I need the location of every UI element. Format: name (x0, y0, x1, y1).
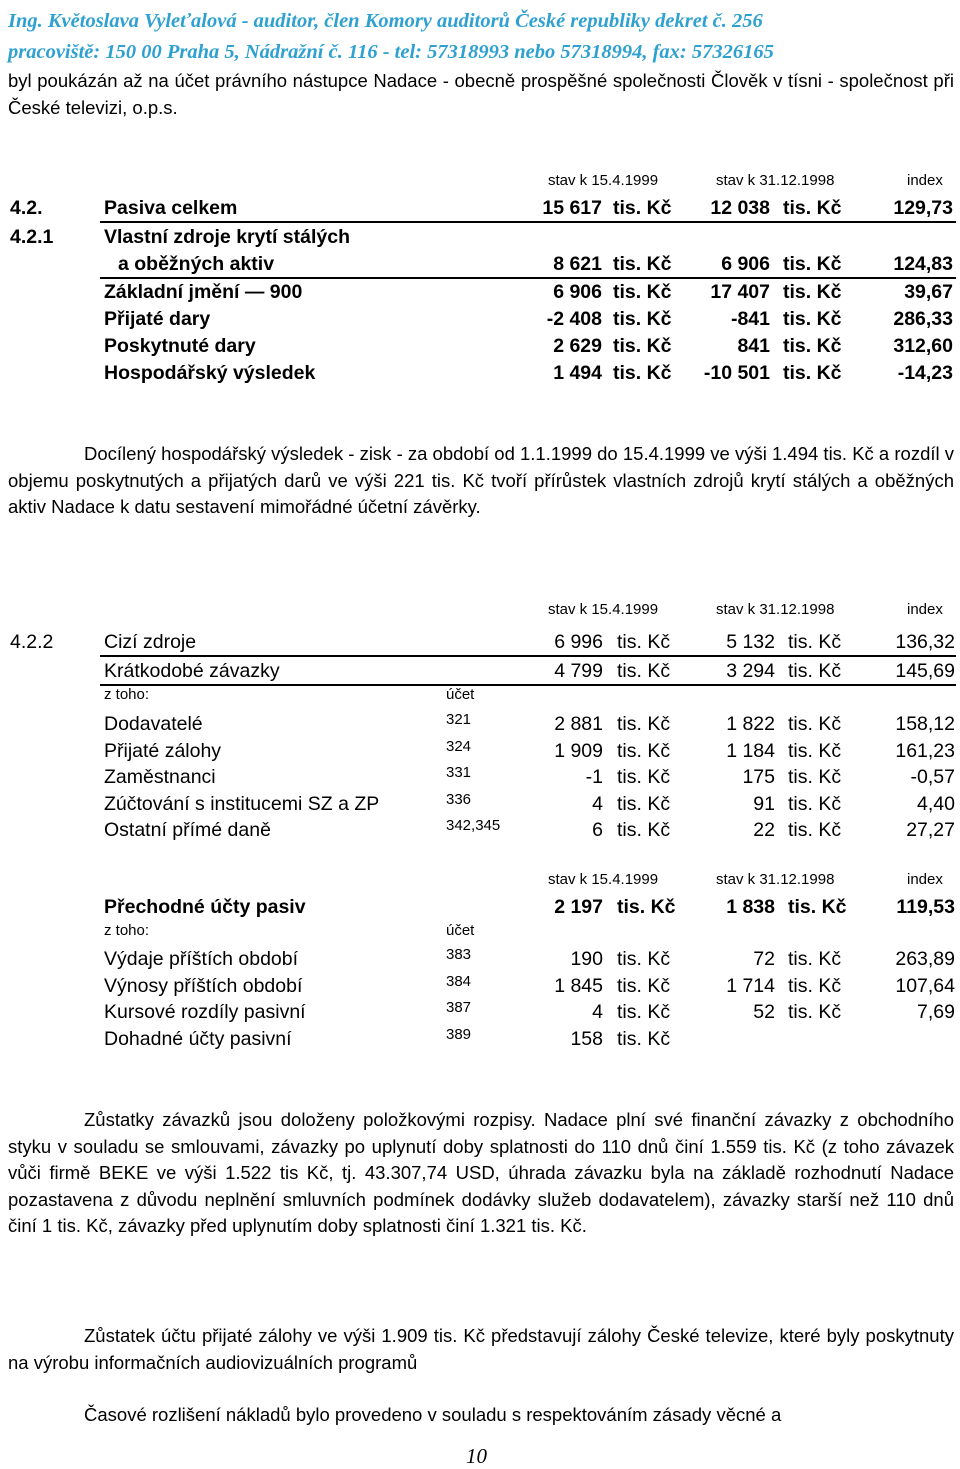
sec1-unit-1: tis. Kč (613, 197, 672, 219)
sec3-row-value-1: 1 845 (554, 974, 603, 997)
sec2-row-unit-1: tis. Kč (617, 713, 671, 735)
sec2-row-account: 321 (446, 711, 472, 728)
sec1-row-label: Přijaté dary (104, 308, 211, 330)
sec3-row-unit-2: tis. Kč (788, 948, 842, 970)
sec1-sub-number: 4.2.1 (10, 226, 54, 248)
sec2-row-value-2: 22 (753, 819, 775, 841)
sec2-row-label: Přijaté zálohy (104, 739, 222, 762)
paragraph-advances: Zůstatek účtu přijaté zálohy ve výši 1.909 tis. Kč představují zálohy České televize, které byly poskytnuty na výrobu informačních audiovizuálních programů (8, 1325, 954, 1373)
sec2-rule (100, 655, 956, 657)
sec1-row-index: 39,67 (904, 281, 953, 303)
sec3-row-value-1: 190 (570, 948, 603, 970)
sec2-row-index: -0,57 (910, 766, 955, 788)
sec1-rule (100, 221, 956, 223)
sec1-row-value-2: -841 (730, 308, 770, 330)
sec2-row-value-2: 175 (742, 766, 775, 788)
header-line-1: Ing. Květoslava Vyleťalová - auditor, člen Komory auditorů České republiky dekret č. 256 (8, 10, 763, 32)
sec2-row-unit-2: tis. Kč (788, 739, 842, 762)
sec1-sub-title-1: Vlastní zdroje krytí stálých (104, 226, 351, 248)
sec2-row-unit-2: tis. Kč (788, 713, 842, 735)
sec2-row-unit-1: tis. Kč (617, 819, 671, 841)
sec1-sub-index: 124,83 (893, 253, 953, 275)
sec2-row-value-2: 1 184 (726, 739, 775, 762)
sec1-row-label: Základní jmění — 900 (104, 281, 303, 303)
sec3-row-index: 107,64 (895, 974, 955, 997)
sec2-row-index: 158,12 (895, 713, 955, 735)
sec3-value-1: 2 197 (554, 896, 603, 918)
sec3-title: Přechodné účty pasiv (104, 896, 306, 918)
sec2-total-index: 136,32 (895, 631, 955, 653)
sec2-row-value-1: 4 (592, 792, 603, 815)
sec2-ucet-header: účet (446, 686, 475, 703)
sec3-index: 119,53 (896, 896, 955, 918)
sec2-row-value-2: 1 822 (726, 713, 775, 735)
sec1-index: 129,73 (893, 197, 953, 219)
sec2-row-index: 4,40 (917, 792, 955, 815)
header-line-2: pracoviště: 150 00 Praha 5, Nádražní č. 116 - tel: 57318993 nebo 57318994, fax: 57326165 (8, 41, 774, 63)
sec3-row-value-1: 4 (592, 1001, 603, 1023)
sec1-row-unit-2: tis. Kč (783, 362, 842, 384)
sec1-row-index: 312,60 (893, 335, 953, 357)
sec2-col-header-1: stav k 15.4.1999 (548, 601, 659, 618)
sec1-value-1: 15 617 (542, 197, 602, 219)
sec3-row-account: 384 (446, 972, 472, 990)
sec2-row-account: 331 (446, 764, 472, 781)
sec3-col-header-2: stav k 31.12.1998 (716, 871, 835, 888)
sec3-row-index: 7,69 (917, 1001, 955, 1023)
sec1-row-unit-2: tis. Kč (783, 281, 842, 303)
sec1-row-unit-2: tis. Kč (783, 308, 842, 330)
intro-paragraph: byl poukázán až na účet právního nástupce Nadace - obecně prospěšné společnosti Člověk v tísni - společnost při České televizi, o.p.s. (8, 70, 954, 118)
sec3-row-unit-2: tis. Kč (788, 974, 842, 997)
sec3-row-account: 387 (446, 999, 472, 1016)
sec1-sub-value-1: 8 621 (553, 253, 602, 275)
sec1-title: Pasiva celkem (104, 197, 238, 219)
sec1-row-label: Hospodářský výsledek (104, 362, 316, 384)
sec2-row-index: 27,27 (906, 819, 955, 841)
sec1-row-index: -14,23 (897, 362, 953, 384)
sec3-unit-1: tis. Kč (617, 896, 676, 918)
sec1-row-value-1: -2 408 (546, 308, 602, 330)
sec2-row-value-1: 2 881 (554, 713, 603, 735)
sec2-col-header-2: stav k 31.12.1998 (716, 601, 835, 618)
paragraph-liabilities: Zůstatky závazků jsou doloženy položkovými rozpisy. Nadace plní své finanční závazky z obchodního styku v souladu se smlouvami, závazky po uplynutí doby splatnosti do 110 dnů činí 1.559 tis. Kč (z toho závazek vůči firmě BEKE ve výši 1.522 tis Kč, tj. 43.307,74 USD, úhrada závazku byla na základě rozhodnutí Nadace pozastavena z důvodu neplnění smluvních podmínek dodávky služeb dodavatelem), závazky starší než 110 dnů činí 1 tis. Kč, závazky před uplynutím doby splatnosti činí 1.321 tis. Kč. (8, 1109, 954, 1236)
sec2-sub-unit-1: tis. Kč (617, 660, 671, 682)
sec3-row-label: Dohadné účty pasivní (104, 1027, 292, 1050)
sec1-row-unit-1: tis. Kč (613, 308, 672, 330)
sec2-row-unit-2: tis. Kč (788, 792, 842, 815)
sec3-value-2: 1 838 (726, 896, 775, 918)
sec3-row-value-1: 158 (570, 1027, 603, 1050)
sec3-row-account: 383 (446, 946, 472, 963)
sec2-col-header-3: index (907, 601, 943, 618)
sec2-row-account: 342,345 (446, 817, 501, 834)
sec2-title: Cizí zdroje (104, 631, 197, 653)
sec2-sub-title: Krátkodobé závazky (104, 660, 280, 682)
sec1-row-label: Poskytnuté dary (104, 335, 256, 357)
sec2-row-unit-1: tis. Kč (617, 792, 671, 815)
sec1-unit-2: tis. Kč (783, 197, 842, 219)
sec3-ucet-header: účet (446, 922, 475, 939)
sec2-total-value-2: 5 132 (726, 631, 775, 653)
sec2-ztoho: z toho: (104, 686, 150, 703)
sec3-row-unit-1: tis. Kč (617, 974, 671, 997)
sec3-row-value-2: 72 (753, 948, 775, 970)
sec1-row-unit-1: tis. Kč (613, 335, 672, 357)
sec2-row-index: 161,23 (895, 739, 955, 762)
sec3-row-label: Výnosy příštích období (104, 974, 303, 997)
sec1-sub-value-2: 6 906 (721, 253, 770, 275)
sec1-value-2: 12 038 (710, 197, 770, 219)
sec3-ztoho: z toho: (104, 922, 150, 939)
sec1-number: 4.2. (10, 197, 43, 219)
sec2-row-unit-1: tis. Kč (617, 766, 671, 788)
page-number: 10 (466, 1444, 487, 1468)
sec3-row-index: 263,89 (895, 948, 955, 970)
paragraph-accrual: Časové rozlišení nákladů bylo provedeno v souladu s respektováním zásady věcné a (84, 1404, 782, 1425)
sec1-row-value-1: 1 494 (553, 362, 602, 384)
sec1-row-value-2: 17 407 (710, 281, 770, 303)
sec1-row-index: 286,33 (893, 308, 953, 330)
sec1-col-header-3: index (907, 172, 943, 189)
sec3-row-account: 389 (446, 1025, 472, 1043)
sec1-row-value-2: -10 501 (703, 362, 770, 384)
sec2-total-value-1: 6 996 (554, 631, 603, 653)
sec2-sub-value-1: 4 799 (554, 660, 603, 682)
sec2-row-label: Ostatní přímé daně (104, 819, 271, 841)
sec3-row-unit-2: tis. Kč (788, 1001, 842, 1023)
sec3-row-unit-1: tis. Kč (617, 948, 671, 970)
sec2-row-value-2: 91 (753, 792, 775, 815)
sec1-col-header-2: stav k 31.12.1998 (716, 172, 835, 189)
sec3-unit-2: tis. Kč (788, 896, 847, 918)
sec2-row-value-1: -1 (585, 766, 603, 788)
sec2-row-unit-2: tis. Kč (788, 819, 842, 841)
sec2-row-account: 336 (446, 790, 472, 808)
sec1-sub-unit-2: tis. Kč (783, 253, 842, 275)
sec2-row-label: Dodavatelé (104, 713, 203, 735)
sec2-sub-unit-2: tis. Kč (788, 660, 842, 682)
sec3-col-header-3: index (907, 871, 943, 888)
sec2-total-unit-1: tis. Kč (617, 631, 671, 653)
sec1-sub-title-2: a oběžných aktiv (118, 253, 275, 275)
sec2-total-unit-2: tis. Kč (788, 631, 842, 653)
sec1-sub-unit-1: tis. Kč (613, 253, 672, 275)
sec3-row-unit-1: tis. Kč (617, 1027, 671, 1050)
sec2-sub-index: 145,69 (895, 660, 955, 682)
sec2-number: 4.2.2 (10, 631, 54, 653)
sec1-row-value-1: 2 629 (553, 335, 602, 357)
sec2-row-label: Zúčtování s institucemi SZ a ZP (104, 792, 380, 815)
sec1-col-header-1: stav k 15.4.1999 (548, 172, 659, 189)
sec2-row-account: 324 (446, 737, 472, 755)
sec3-col-header-1: stav k 15.4.1999 (548, 871, 659, 888)
sec2-row-label: Zaměstnanci (104, 766, 216, 788)
sec1-row-unit-1: tis. Kč (613, 362, 672, 384)
sec1-row-unit-2: tis. Kč (783, 335, 842, 357)
sec1-row-value-2: 841 (737, 335, 770, 357)
sec3-row-value-2: 1 714 (726, 974, 775, 997)
sec3-row-label: Výdaje příštích období (104, 948, 299, 970)
sec2-sub-rule (100, 684, 956, 686)
sec1-sub-rule (100, 277, 956, 279)
sec3-row-value-2: 52 (753, 1001, 775, 1023)
sec1-row-value-1: 6 906 (553, 281, 602, 303)
sec1-row-unit-1: tis. Kč (613, 281, 672, 303)
paragraph-result: Docílený hospodářský výsledek - zisk - za období od 1.1.1999 do 15.4.1999 ve výši 1.494 tis. Kč a rozdíl v objemu poskytnutých a přijatých darů ve výši 221 tis. Kč tvoří přírůstek vlastních zdrojů krytí stálých a oběžných aktiv Nadace k datu sestavení mimořádné účetní závěrky. (8, 443, 954, 517)
sec2-row-unit-2: tis. Kč (788, 766, 842, 788)
sec2-row-unit-1: tis. Kč (617, 739, 671, 762)
sec2-row-value-1: 6 (592, 819, 603, 841)
sec3-row-unit-1: tis. Kč (617, 1001, 671, 1023)
sec3-row-label: Kursové rozdíly pasivní (104, 1001, 306, 1023)
sec2-row-value-1: 1 909 (554, 739, 603, 762)
sec2-sub-value-2: 3 294 (726, 660, 775, 682)
